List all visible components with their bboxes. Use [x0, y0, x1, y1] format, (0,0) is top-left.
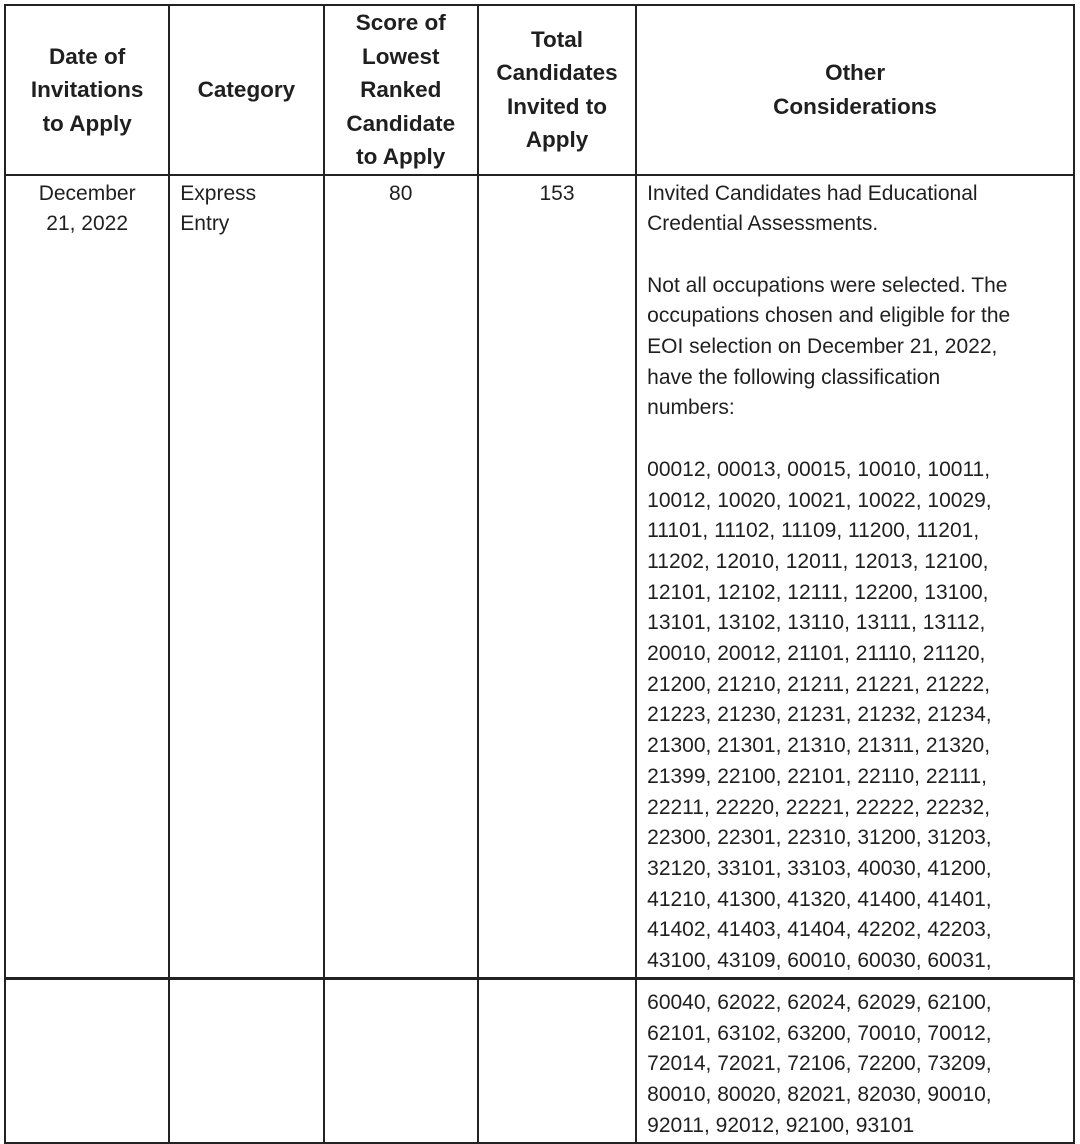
header-total-label: Total Candidates Invited to Apply	[496, 26, 618, 153]
cell-date-empty	[5, 979, 169, 1143]
header-category	[169, 5, 323, 175]
other-paragraph-occupations: Not all occupations were selected. The occupations chosen and eligible for the EOI selection on December 21, 2022, have the following classification numbers:	[647, 273, 1011, 420]
continuation-table	[4, 978, 1075, 1144]
cell-total-text: 153	[539, 181, 575, 205]
cell-other	[636, 175, 1074, 978]
header-date-label: Date of Invitations to Apply	[30, 43, 144, 136]
other-paragraph-ecas: Invited Candidates had Educational Credential Assessments.	[647, 181, 978, 236]
header-category-label: Category	[197, 77, 296, 102]
cell-score-text: 80	[389, 181, 413, 205]
header-total	[478, 5, 636, 175]
cell-date	[5, 175, 169, 978]
other-paragraph-codes-continued: 60040, 62022, 62024, 62029, 62100, 62101, 63102, 63200, 70010, 70012, 72014, 72021, 72106, 72200, 73209, 80010, 80020, 82021, 82030, 90010, 92011, 92012, 92100, 93101	[647, 991, 992, 1137]
header-other	[636, 5, 1074, 175]
header-other-label: Other Considerations	[773, 60, 937, 119]
header-score-label: Score of Lowest Ranked Candidate to Apply	[346, 10, 456, 169]
cell-score-empty	[324, 979, 478, 1143]
header-score	[324, 5, 478, 175]
table-row	[5, 979, 1074, 1143]
cell-total-empty	[478, 979, 636, 1143]
cell-category-text: Express Entry	[180, 181, 257, 236]
cell-other-continued	[636, 979, 1074, 1143]
invitations-table	[4, 4, 1075, 979]
cell-date-text: December 21, 2022	[38, 181, 136, 236]
header-date	[5, 5, 169, 175]
header-row	[5, 5, 1074, 175]
cell-total	[478, 175, 636, 978]
other-paragraph-codes: 00012, 00013, 00015, 10010, 10011, 10012, 10020, 10021, 10022, 10029, 11101, 11102, 11109, 11200, 11201, 11202, 12010, 12011, 12013, 12100, 12101, 12102, 12111, 12200, 13100, 13101, 13102, 13110, 13111, 13112, 20010, 20012, 21101, 21110, 21120, 21200, 21210, 21211, 21221, 21222, 21223, 21230, 21231, 21232, 21234, 21300, 21301, 21310, 21311, 21320, 21399, 22100, 22101, 22110, 22111, 22211, 22220, 22221, 22222, 22232, 22300, 22301, 22310, 31200, 31203, 32120, 33101, 33103, 40030, 41200, 41210, 41300, 41320, 41400, 41401, 41402, 41403, 41404, 42202, 42203, 43100, 43109, 60010, 60030, 60031,	[647, 457, 992, 973]
table-row	[5, 175, 1074, 978]
cell-score	[324, 175, 478, 978]
cell-category	[169, 175, 323, 978]
cell-category-empty	[169, 979, 323, 1143]
